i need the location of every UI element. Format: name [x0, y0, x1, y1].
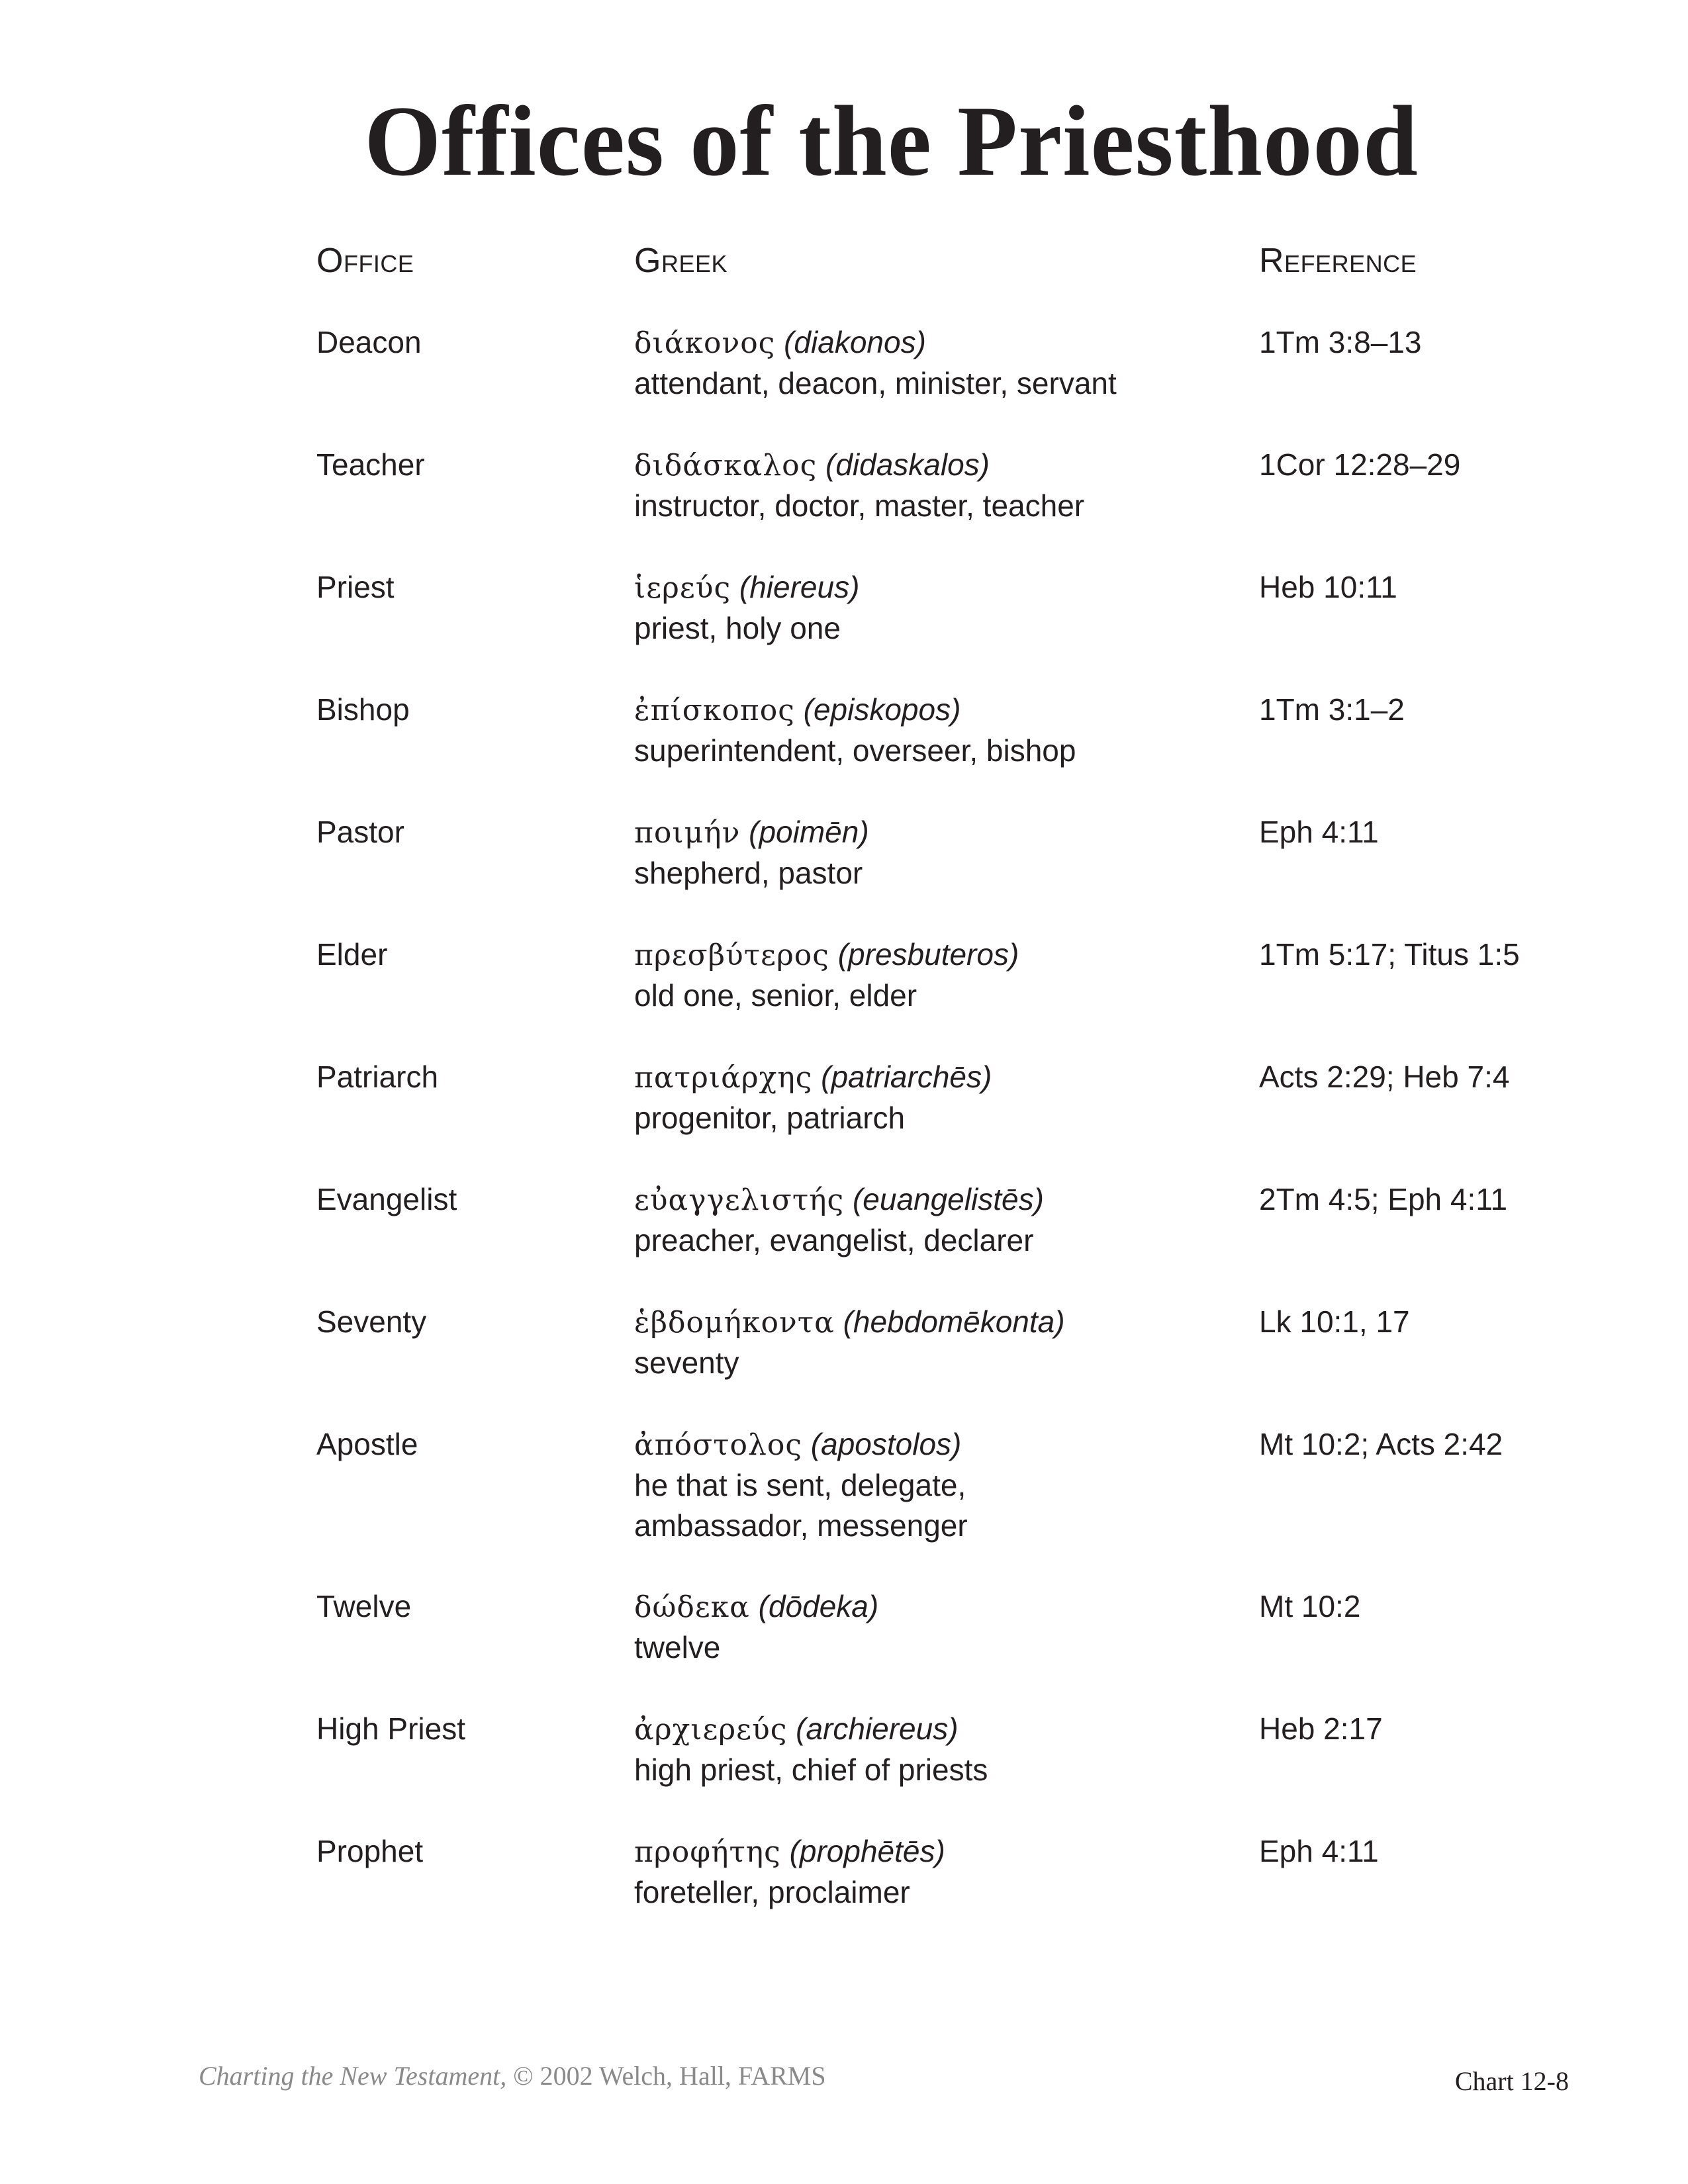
- table-row: [0, 934, 1688, 1057]
- scripture-reference: Heb 10:11: [1259, 570, 1397, 604]
- scripture-reference: 1Cor 12:28–29: [1259, 447, 1461, 482]
- office-name: Twelve: [316, 1589, 412, 1623]
- transliteration: (archiereus): [796, 1711, 959, 1746]
- greek-cell: [634, 445, 1084, 526]
- office-name: Teacher: [316, 447, 425, 482]
- gloss-line: progenitor, patriarch: [634, 1101, 906, 1135]
- greek-term-line: [634, 690, 1076, 731]
- greek-word: δώδεκα: [634, 1590, 750, 1624]
- greek-word: πρεσβύτερος: [634, 938, 829, 972]
- gloss-line: old one, senior, elder: [634, 978, 917, 1013]
- greek-cell: [634, 567, 859, 649]
- scripture-reference: Heb 2:17: [1259, 1711, 1383, 1746]
- gloss-line: seventy: [634, 1345, 739, 1380]
- table-row: [0, 1831, 1688, 1954]
- gloss-line: twelve: [634, 1630, 721, 1664]
- greek-term-line: [634, 1057, 992, 1098]
- footer-credit: [199, 2060, 826, 2093]
- column-header-office: Office: [316, 242, 414, 280]
- greek-cell: [634, 1179, 1044, 1261]
- greek-word: ἀρχιερεύς: [634, 1713, 788, 1747]
- greek-term-line: [634, 934, 1019, 976]
- gloss-line: instructor, doctor, master, teacher: [634, 488, 1085, 523]
- greek-cell: [634, 322, 1117, 404]
- scripture-reference: Mt 10:2: [1259, 1589, 1361, 1623]
- greek-term-line: [634, 567, 859, 608]
- gloss-line: he that is sent, delegate,: [634, 1468, 966, 1502]
- scripture-reference: Lk 10:1, 17: [1259, 1304, 1410, 1339]
- transliteration: (apostolos): [810, 1427, 962, 1461]
- table-row: [0, 1586, 1688, 1709]
- chart-number: Chart 12-8: [1454, 2066, 1569, 2096]
- greek-cell: [634, 690, 1076, 771]
- transliteration: (prophētēs): [789, 1834, 945, 1868]
- greek-term-line: [634, 1302, 1065, 1343]
- greek-term-line: [634, 812, 869, 853]
- greek-word: προφήτης: [634, 1835, 781, 1869]
- gloss-line: high priest, chief of priests: [634, 1752, 988, 1787]
- transliteration: (poimēn): [749, 815, 869, 849]
- greek-cell: [634, 1302, 1065, 1383]
- gloss-line: foreteller, proclaimer: [634, 1875, 910, 1909]
- transliteration: (hebdomēkonta): [843, 1304, 1065, 1339]
- greek-term-line: [634, 1586, 878, 1627]
- greek-word: διδάσκαλος: [634, 449, 818, 482]
- table-row: [0, 567, 1688, 690]
- office-name: Elder: [316, 937, 388, 972]
- office-name: Pastor: [316, 815, 404, 849]
- gloss-line: preacher, evangelist, declarer: [634, 1223, 1034, 1257]
- greek-cell: [634, 1709, 988, 1790]
- gloss-line: ambassador, messenger: [634, 1508, 968, 1543]
- greek-cell: [634, 1586, 878, 1668]
- office-name: High Priest: [316, 1711, 465, 1746]
- table-row: [0, 1424, 1688, 1586]
- table-row: [0, 1302, 1688, 1424]
- office-name: Evangelist: [316, 1182, 457, 1216]
- transliteration: (episkopos): [803, 692, 961, 727]
- transliteration: (euangelistēs): [852, 1182, 1044, 1216]
- scripture-reference: Mt 10:2; Acts 2:42: [1259, 1427, 1503, 1461]
- transliteration: (diakonos): [784, 325, 926, 359]
- scripture-reference: Eph 4:11: [1259, 815, 1379, 849]
- greek-cell: [634, 1831, 945, 1913]
- column-header-reference: Reference: [1259, 242, 1417, 280]
- greek-term-line: [634, 1179, 1044, 1220]
- greek-cell: [634, 812, 869, 893]
- office-name: Apostle: [316, 1427, 418, 1461]
- greek-term-line: [634, 1709, 988, 1750]
- table-row: [0, 1709, 1688, 1831]
- scripture-reference: 2Tm 4:5; Eph 4:11: [1259, 1182, 1508, 1216]
- page-title: Offices of the Priesthood: [364, 85, 1419, 197]
- office-name: Bishop: [316, 692, 410, 727]
- scripture-reference: 1Tm 5:17; Titus 1:5: [1259, 937, 1520, 972]
- greek-word: πατριάρχης: [634, 1061, 813, 1095]
- scripture-reference: Acts 2:29; Heb 7:4: [1259, 1060, 1510, 1094]
- transliteration: (hiereus): [739, 570, 860, 604]
- table-row: [0, 1057, 1688, 1179]
- greek-term-line: [634, 445, 1084, 486]
- greek-term-line: [634, 322, 1117, 363]
- gloss-line: superintendent, overseer, bishop: [634, 733, 1076, 768]
- office-name: Seventy: [316, 1304, 427, 1339]
- scripture-reference: 1Tm 3:1–2: [1259, 692, 1405, 727]
- greek-term-line: [634, 1424, 968, 1465]
- footer-book-title: Charting the New Testament,: [199, 2061, 507, 2091]
- greek-word: εὐαγγελιστής: [634, 1183, 845, 1217]
- greek-word: ἑβδομήκοντα: [634, 1306, 835, 1340]
- greek-cell: [634, 1057, 992, 1138]
- transliteration: (presbuteros): [837, 937, 1019, 972]
- gloss-line: priest, holy one: [634, 611, 841, 645]
- scripture-reference: Eph 4:11: [1259, 1834, 1379, 1868]
- greek-word: ἱερεύς: [634, 571, 731, 605]
- office-name: Patriarch: [316, 1060, 439, 1094]
- table-row: [0, 1179, 1688, 1302]
- transliteration: (patriarchēs): [821, 1060, 992, 1094]
- column-header-greek: Greek: [634, 242, 727, 280]
- footer-copyright: © 2002 Welch, Hall, FARMS: [506, 2061, 826, 2091]
- table-row: [0, 690, 1688, 812]
- office-name: Deacon: [316, 325, 422, 359]
- offices-table: [0, 322, 1688, 1954]
- table-row: [0, 322, 1688, 445]
- gloss-line: attendant, deacon, minister, servant: [634, 366, 1117, 400]
- gloss-line: shepherd, pastor: [634, 856, 863, 890]
- greek-word: διάκονος: [634, 326, 776, 360]
- transliteration: (didaskalos): [825, 447, 990, 482]
- greek-word: ἀπόστολος: [634, 1428, 803, 1462]
- table-row: [0, 445, 1688, 567]
- greek-cell: [634, 1424, 968, 1546]
- greek-cell: [634, 934, 1019, 1016]
- column-header-row: [0, 241, 1688, 281]
- table-row: [0, 812, 1688, 934]
- transliteration: (dōdeka): [758, 1589, 879, 1623]
- greek-word: ποιμήν: [634, 816, 741, 850]
- greek-word: ἐπίσκοπος: [634, 694, 795, 727]
- scripture-reference: 1Tm 3:8–13: [1259, 325, 1422, 359]
- office-name: Priest: [316, 570, 395, 604]
- office-name: Prophet: [316, 1834, 424, 1868]
- greek-term-line: [634, 1831, 945, 1872]
